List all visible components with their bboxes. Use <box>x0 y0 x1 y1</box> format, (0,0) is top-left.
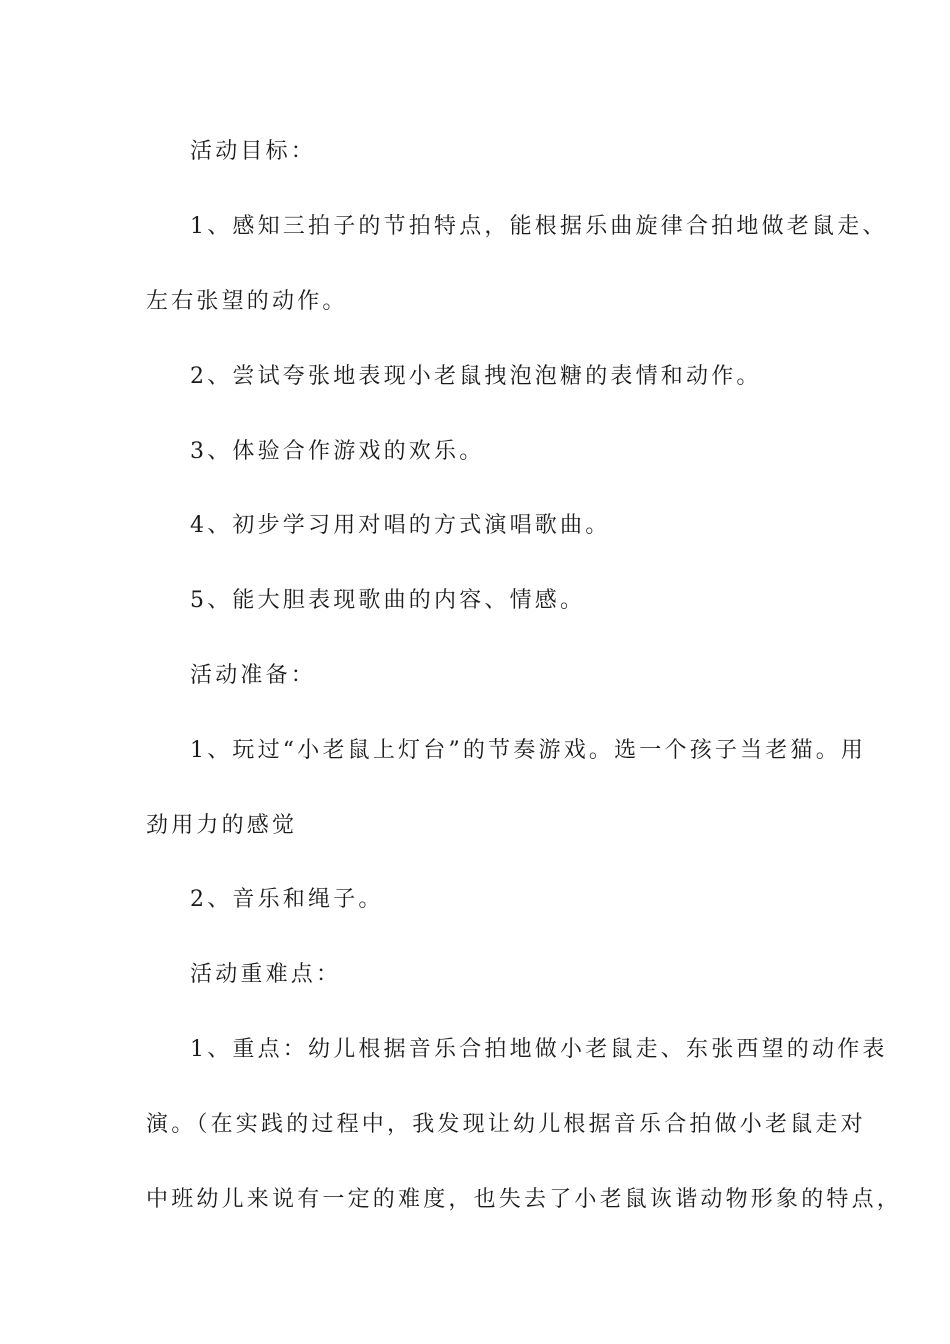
goal-item-4: 4、初步学习用对唱的方式演唱歌曲。 <box>190 513 611 538</box>
goal-item-3: 3、体验合作游戏的欢乐。 <box>190 439 485 464</box>
heading-activity-goals: 活动目标： <box>190 139 317 164</box>
preparation-item-1-continued: 劲用力的感觉 <box>146 813 298 838</box>
preparation-item-2: 2、音乐和绳子。 <box>190 887 384 912</box>
goal-item-2: 2、尝试夸张地表现小老鼠拽泡泡糖的表情和动作。 <box>190 364 762 389</box>
heading-activity-preparation: 活动准备： <box>190 663 317 688</box>
heading-key-difficult-points: 活动重难点： <box>190 962 342 987</box>
preparation-item-1: 1、玩过“小老鼠上灯台”的节奏游戏。选一个孩子当老猫。用 <box>190 738 867 763</box>
goal-item-1: 1、感知三拍子的节拍特点，能根据乐曲旋律合拍地做老鼠走、 <box>190 214 888 239</box>
goal-item-1-continued: 左右张望的动作。 <box>146 289 348 314</box>
key-point-item-1: 1、重点：幼儿根据音乐合拍地做小老鼠走、东张西望的动作表 <box>190 1037 888 1062</box>
goal-item-5: 5、能大胆表现歌曲的内容、情感。 <box>190 588 586 613</box>
key-point-item-1-continued-a: 演。（在实践的过程中，我发现让幼儿根据音乐合拍做小老鼠走对 <box>146 1112 866 1137</box>
key-point-item-1-continued-b: 中班幼儿来说有一定的难度，也失去了小老鼠诙谐动物形象的特点， <box>146 1187 903 1212</box>
